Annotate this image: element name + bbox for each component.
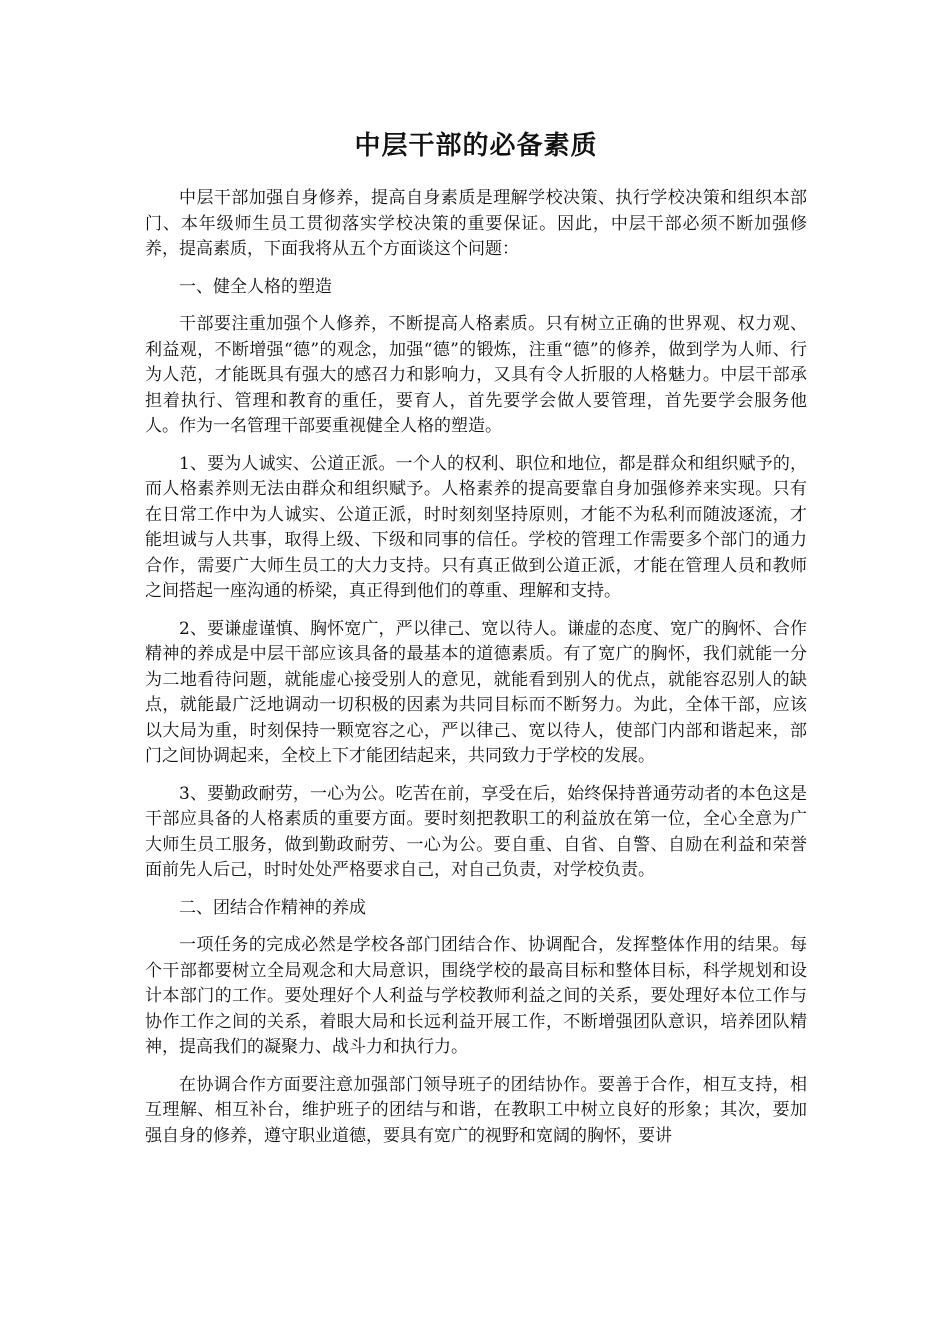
section2-paragraph-1: 一项任务的完成必然是学校各部门团结合作、协调配合，发挥整体作用的结果。每个干部都要树立全局观念和大局意识，围绕学校的最高目标和整体目标，科学规划和设计本部门的工作。要处理好个人利益与学校教师利益之间的关系，要处理好本位工作与协作工作之间的关系，着眼大局和长远利益开展工作，不断增强团队意识，培养团队精神，提高我们的凝聚力、战斗力和执行力。 bbox=[145, 935, 807, 1057]
section1-paragraph-3: 2、要谦虚谨慎、胸怀宽广，严以律己、宽以待人。谦虚的态度、宽广的胸怀、合作精神的养成是中层干部应该具备的最基本的道德素质。有了宽广的胸怀，我们就能一分为二地看待问题，就能虚心接受别人的意见，就能看到别人的优点，就能容忍别人的缺点，就能最广泛地调动一切积极的因素为共同目标而不断努力。为此，全体干部，应该以大局为重，时刻保持一颗宽容之心，严以律己、宽以待人，使部门内部和谐起来，部门之间协调起来，全校上下才能团结起来，共同致力于学校的发展。 bbox=[145, 618, 807, 766]
section-heading-1: 一、健全人格的塑造 bbox=[179, 276, 332, 297]
section1-paragraph-2: 1、要为人诚实、公道正派。一个人的权利、职位和地位，都是群众和组织赋予的，而人格素养则无法由群众和组织赋予。人格素养的提高要靠自身加强修养来实现。只有在日常工作中为人诚实、公道正派，时时刻刻坚持原则，才能不为私利而随波逐流，才能坦诚与人共事，取得上级、下级和同事的信任。学校的管理工作需要多个部门的通力合作，需要广大师生员工的大力支持。只有真正做到公道正派，才能在管理人员和教师之间搭起一座沟通的桥梁，真正得到他们的尊重、理解和支持。 bbox=[145, 453, 807, 601]
document-page bbox=[145, 128, 807, 1161]
section-heading-2: 二、团结合作精神的养成 bbox=[179, 897, 366, 918]
section1-paragraph-1: 干部要注重加强个人修养，不断提高人格素质。只有树立正确的世界观、权力观、利益观，不断增强“德”的观念，加强“德”的锻炼，注重“德”的修养，做到学为人师、行为人范，才能既具有强大的感召力和影响力，又具有令人折服的人格魅力。中层干部承担着执行、管理和教育的重任，要育人，首先要学会做人要管理，首先要学会服务他人。作为一名管理干部要重视健全人格的塑造。 bbox=[145, 314, 807, 436]
section1-paragraph-4: 3、要勤政耐劳，一心为公。吃苦在前，享受在后，始终保持普通劳动者的本色这是干部应具备的人格素质的重要方面。要时刻把教职工的利益放在第一位，全心全意为广大师生员工服务，做到勤政耐劳、一心为公。要自重、自省、自警、自励在利益和荣誉面前先人后己，时时处处严格要求自己，对自己负责，对学校负责。 bbox=[145, 783, 807, 880]
intro-paragraph: 中层干部加强自身修养，提高自身素质是理解学校决策、执行学校决策和组织本部门、本年级师生员工贯彻落实学校决策的重要保证。因此，中层干部必须不断加强修养，提高素质，下面我将从五个方面谈这个问题： bbox=[145, 188, 807, 259]
section2-paragraph-2: 在协调合作方面要注意加强部门领导班子的团结协作。要善于合作，相互支持，相互理解、相互补台，维护班子的团结与和谐，在教职工中树立良好的形象；其次，要加强自身的修养，遵守职业道德，要具有宽广的视野和宽阔的胸怀，要讲 bbox=[145, 1074, 807, 1146]
page-title: 中层干部的必备素质 bbox=[354, 131, 598, 161]
